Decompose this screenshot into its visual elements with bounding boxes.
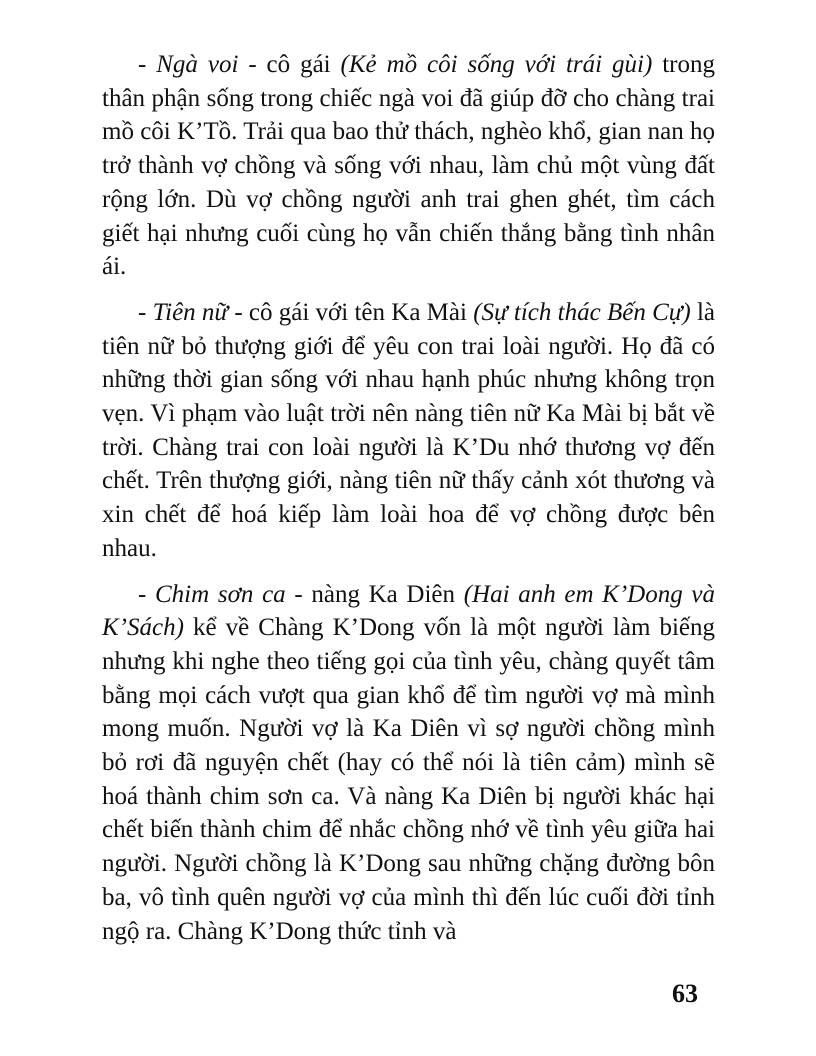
character-name: Tiên nữ bbox=[152, 298, 229, 326]
dash: - bbox=[138, 51, 157, 78]
paragraph-tien-nu bbox=[102, 296, 715, 566]
dash: - bbox=[138, 580, 155, 608]
paragraph-body: kể về Chàng K’Dong vốn là một người làm biếng nhưng khi nghe theo tiếng gọi của tình yêu, chàng quyết tâm bằng mọi cách vượt qua gian khổ để tìm người vợ mà mình mong muốn. Người vợ là Ka Diên vì sợ người chồng mình bỏ rơi đã nguyện chết (hay có thể nói là tiên cảm) mình sẽ hoá thành chim sơn ca. Và nàng Ka Diên bị người khác hại chết biến thành chim để nhắc chồng nhớ về tình yêu giữa hai người. Người chồng là K’Dong sau những chặng đường bôn ba, vô tình quên người vợ của mình thì đến lúc cuối đời tỉnh ngộ ra. Chàng K’Dong thức tỉnh và bbox=[102, 614, 715, 945]
paragraph-body: là tiên nữ bỏ thượng giới để yêu con trai loài người. Họ đã có những thời gian sống với nhau hạnh phúc nhưng không trọn vẹn. Vì phạm vào luật trời nên nàng tiên nữ Ka Mài bị bắt về trời. Chàng trai con loài người là K’Du nhớ thương vợ đến chết. Trên thượng giới, nàng tiên nữ thấy cảnh xót thương và xin chết để hoá kiếp làm loài hoa để vợ chồng được bên nhau. bbox=[102, 298, 716, 562]
separator-text: - cô gái bbox=[238, 51, 341, 78]
story-source: (Hai anh em K’Dong và K’Sách) bbox=[102, 580, 716, 642]
story-source: (Sự tích thác Bến Cự) bbox=[473, 298, 691, 326]
character-name: Ngà voi bbox=[156, 51, 239, 78]
paragraph-nga-voi bbox=[102, 48, 715, 284]
paragraph-body: trong thân phận sống trong chiếc ngà voi đã giúp đỡ cho chàng trai mồ côi K’Tồ. Trải qua bao thử thách, nghèo khổ, gian nan họ trở thành vợ chồng và sống với nhau, làm chủ một vùng đất rộng lớn. Dù vợ chồng người anh trai ghen ghét, tìm cách giết hại nhưng cuối cùng họ vẫn chiến thắng bằng tình nhân ái. bbox=[102, 51, 715, 281]
story-source: (Kẻ mồ côi sống với trái gùi) bbox=[340, 51, 653, 78]
separator-text: - cô gái với tên Ka Mài bbox=[228, 298, 474, 326]
page-number: 63 bbox=[672, 979, 698, 1008]
dash: - bbox=[138, 298, 153, 326]
separator-text: - nàng Ka Diên bbox=[285, 580, 464, 608]
paragraph-chim-son-ca bbox=[102, 578, 715, 949]
page-body bbox=[102, 48, 715, 960]
character-name: Chim sơn ca bbox=[155, 580, 286, 608]
